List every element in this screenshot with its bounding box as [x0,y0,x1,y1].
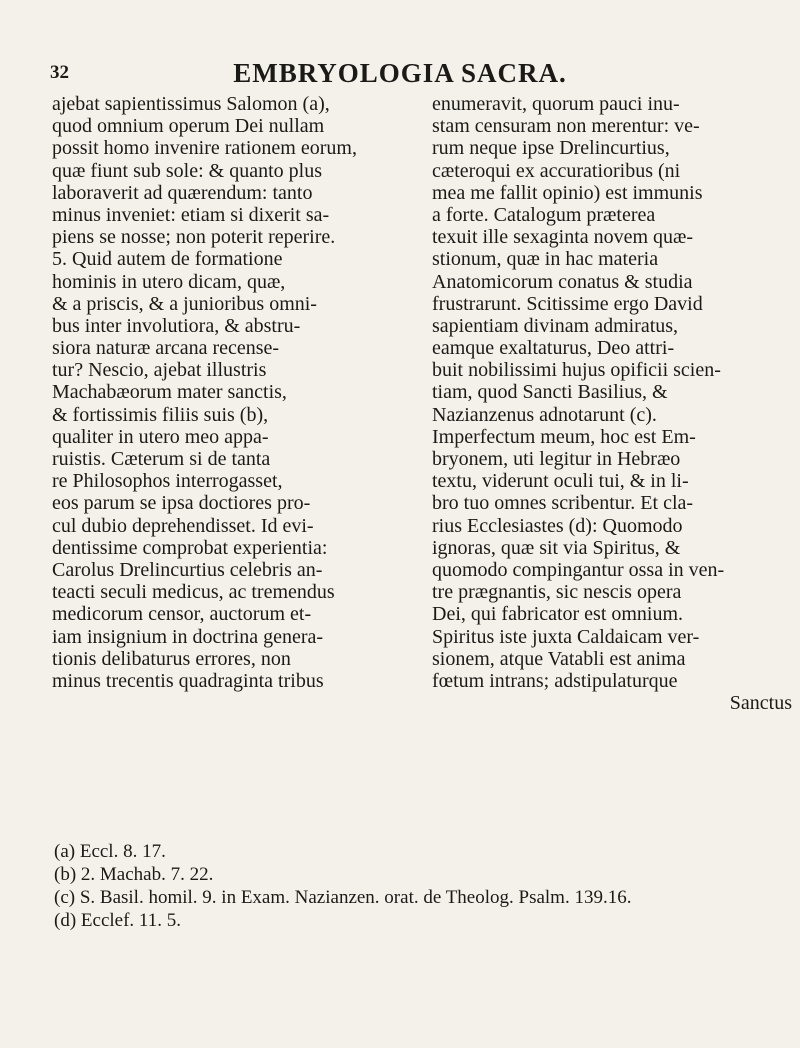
page-number: 32 [50,62,69,83]
text-line: rius Ecclesiastes (d): Quomodo [432,514,683,537]
text-line: sionem, atque Vatabli est anima [432,647,686,670]
footnote: (b) 2. Machab. 7. 22. [54,864,214,885]
running-head: EMBRYOLOGIA SACRA. [233,58,567,88]
text-line: laboraverit ad quærendum: tanto [52,181,313,204]
text-line: Machabæorum mater sanctis, [52,381,287,404]
text-line: minus trecentis quadraginta tribus [52,669,324,692]
text-line: minus inveniet: etiam si dixerit sa- [52,203,330,226]
text-line: tionis delibaturus errores, non [52,647,291,670]
text-line: mea me fallit opinio) est immunis [432,181,703,204]
text-line: Carolus Drelincurtius celebris an- [52,558,323,581]
text-line: 5. Quid autem de formatione [52,248,283,271]
text-line: tiam, quod Sancti Basilius, & [432,381,668,404]
text-line: frustrarunt. Scitissime ergo David [432,292,703,315]
text-line: stionum, quæ in hac materia [432,248,659,271]
text-line: eos parum se ipsa doctiores pro- [52,492,311,515]
text-line: enumeravit, quorum pauci inu- [432,93,680,115]
text-line: iam insignium in doctrina genera- [52,625,324,648]
text-line: bus inter involutiora, & abstru- [52,314,301,337]
text-line: tre prægnantis, sic nescis opera [432,581,682,604]
text-line: tur? Nescio, ajebat illustris [52,359,267,382]
text-line: dentissime comprobat experientia: [52,536,328,559]
text-line: medicorum censor, auctorum et- [52,603,312,626]
text-line: teacti seculi medicus, ac tremendus [52,581,335,604]
text-line: eamque exaltaturus, Deo attri- [432,337,675,360]
text-line: bro tuo omnes scribentur. Et cla- [432,492,694,515]
text-line: ignoras, quæ sit via Spiritus, & [432,536,681,559]
text-line: possit homo invenire rationem eorum, [52,137,357,160]
footnote: (c) S. Basil. homil. 9. in Exam. Nazianzen. orat. de Theolog. Psalm. 139.16. [54,887,632,908]
text-line: a forte. Catalogum præterea [432,203,656,226]
text-line: hominis in utero dicam, quæ, [52,270,286,293]
text-line: fœtum intrans; adstipulaturque [432,669,678,692]
right-column [432,93,794,714]
text-line: ruistis. Cæterum si de tanta [52,448,271,470]
footnotes [54,840,631,932]
text-line: Nazianzenus adnotarunt (c). [432,403,657,426]
text-line: bryonem, uti legitur in Hebræo [432,448,681,470]
text-line: ajebat sapientissimus Salomon (a), [52,93,330,115]
text-line: buit nobilissimi hujus opificii scien- [432,359,721,382]
footnote: (a) Eccl. 8. 17. [54,841,166,862]
text-line: piens se nosse; non poterit reperire. [52,226,336,249]
text-line: quæ fiunt sub sole: & quanto plus [52,159,322,182]
text-line: siora naturæ arcana recense- [52,337,280,360]
text-line: qualiter in utero meo appa- [52,425,269,448]
left-column [52,93,412,692]
text-line: cul dubio deprehendisset. Id evi- [52,514,314,537]
text-line: cæteroqui ex accuratioribus (ni [432,159,681,182]
text-line: & fortissimis filiis suis (b), [52,403,269,426]
text-line: re Philosophos interrogasset, [52,470,283,493]
text-line: Spiritus iste juxta Caldaicam ver- [432,625,700,648]
text-line: textu, viderunt oculi tui, & in li- [432,470,689,493]
text-line: stam censuram non merentur: ve- [432,115,700,138]
text-line: quomodo compingantur ossa in ven- [432,558,725,581]
text-line: Imperfectum meum, hoc est Em- [432,425,696,448]
text-line: quod omnium operum Dei nullam [52,115,325,138]
text-line: & a priscis, & a junioribus omni- [52,292,317,315]
text-line: Anatomicorum conatus & studia [432,270,693,293]
text-line: rum neque ipse Drelincurtius, [432,137,670,160]
catchword: Sanctus [729,692,792,715]
text-line: Dei, qui fabricator est omnium. [432,603,684,626]
text-line: texuit ille sexaginta novem quæ- [432,226,694,249]
text-line: sapientiam divinam admiratus, [432,314,679,337]
footnote: (d) Ecclef. 11. 5. [54,910,181,931]
